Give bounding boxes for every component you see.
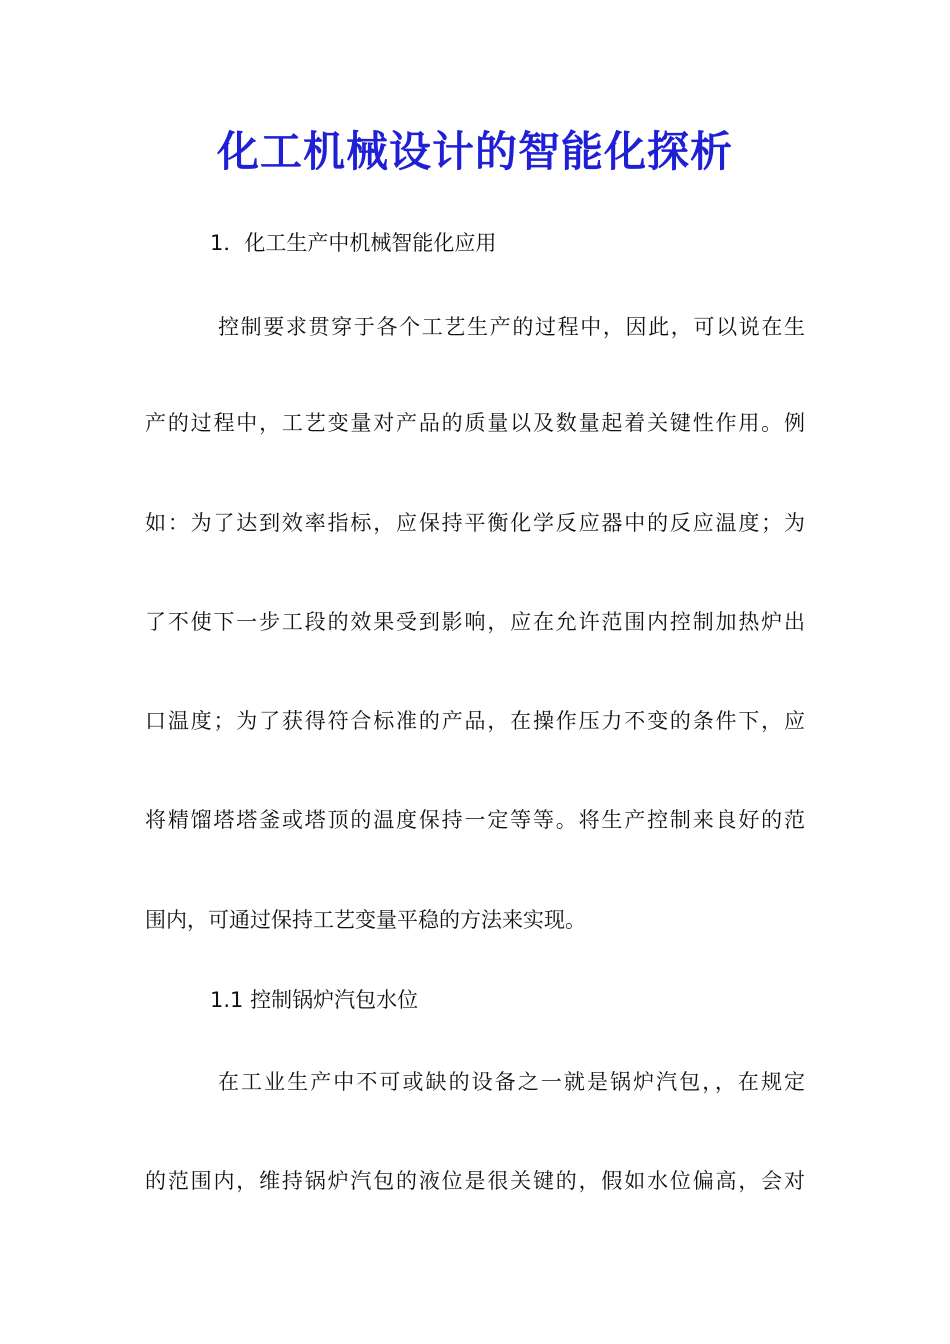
paragraph-line: 如：为了达到效率指标，应保持平衡化学反应器中的反应温度；为 bbox=[145, 511, 805, 535]
section-heading: 1．化工生产中机械智能化应用 bbox=[210, 231, 497, 255]
paragraph-line: 在工业生产中不可或缺的设备之一就是锅炉汽包，，在规定 bbox=[218, 1070, 805, 1094]
subsection-heading: 1.1 控制锅炉汽包水位 bbox=[210, 988, 419, 1012]
paragraph-line: 围内，可通过保持工艺变量平稳的方法来实现。 bbox=[145, 908, 586, 932]
paragraph-line: 了不使下一步工段的效果受到影响，应在允许范围内控制加热炉出 bbox=[145, 610, 805, 634]
paragraph-line: 控制要求贯穿于各个工艺生产的过程中，因此，可以说在生 bbox=[218, 315, 805, 339]
paragraph-line: 口温度；为了获得符合标准的产品，在操作压力不变的条件下，应 bbox=[145, 709, 805, 733]
paragraph-line: 将精馏塔塔釜或塔顶的温度保持一定等等。将生产控制来良好的范 bbox=[145, 808, 805, 832]
paragraph-line: 产的过程中，工艺变量对产品的质量以及数量起着关键性作用。例 bbox=[145, 411, 805, 435]
document-title: 化工机械设计的智能化探析 bbox=[216, 127, 733, 176]
paragraph-line: 的范围内，维持锅炉汽包的液位是很关键的，假如水位偏高，会对 bbox=[145, 1169, 805, 1193]
